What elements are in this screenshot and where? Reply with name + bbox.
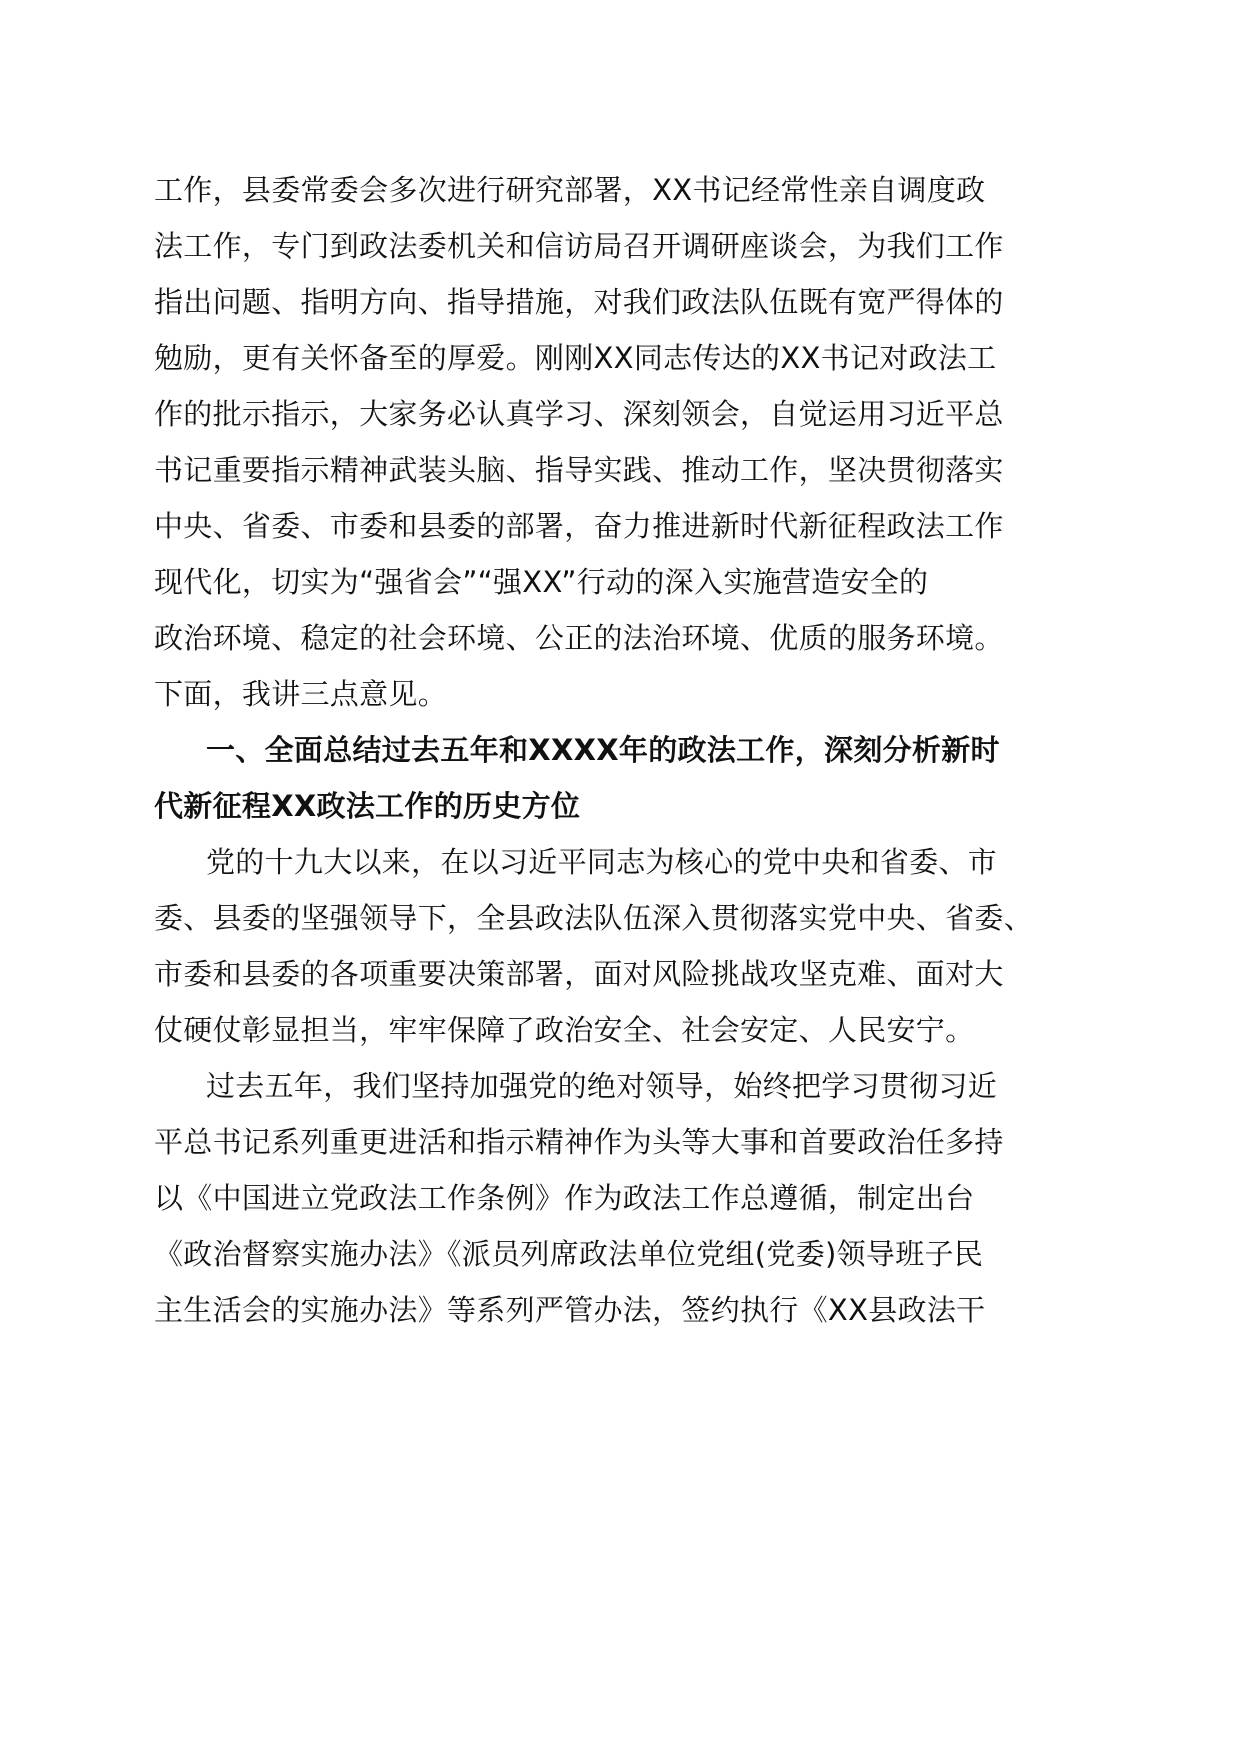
section-heading-line: 一、全面总结过去五年和XXXX年的政法工作，深刻分析新时 — [206, 733, 1000, 767]
text-line: 《政治督察实施办法》《派员列席政法单位党组(党委)领导班子民 — [154, 1237, 984, 1271]
text-line: 平总书记系列重更进活和指示精神作为头等大事和首要政治任多持 — [154, 1125, 1004, 1159]
text-line: 市委和县委的各项重要决策部署，面对风险挑战攻坚克难、面对大 — [154, 957, 1004, 991]
text-line: 现代化，切实为“强省会”“强XX”行动的深入实施营造安全的 — [154, 565, 929, 599]
text-line: 下面，我讲三点意见。 — [154, 677, 448, 711]
text-line: 政治环境、稳定的社会环境、公正的法治环境、优质的服务环境。 — [154, 621, 1004, 655]
paragraph-first-line: 过去五年，我们坚持加强党的绝对领导，始终把学习贯彻习近 — [206, 1069, 998, 1103]
section-heading-line: 代新征程XX政法工作的历史方位 — [154, 789, 581, 823]
paragraph-first-line: 党的十九大以来，在以习近平同志为核心的党中央和省委、市 — [206, 845, 998, 879]
text-line: 以《中国进立党政法工作条例》作为政法工作总遵循，制定出台 — [154, 1181, 975, 1215]
text-line: 勉励，更有关怀备至的厚爱。刚刚XX同志传达的XX书记对政法工 — [154, 341, 997, 375]
text-line: 指出问题、指明方向、指导措施，对我们政法队伍既有宽严得体的 — [154, 285, 1004, 319]
text-line: 中央、省委、市委和县委的部署，奋力推进新时代新征程政法工作 — [154, 509, 1004, 543]
text-line: 主生活会的实施办法》等系列严管办法，签约执行《XX县政法干 — [154, 1293, 986, 1327]
text-line: 书记重要指示精神武装头脑、指导实践、推动工作，坚决贯彻落实 — [154, 453, 1004, 487]
text-line: 委、县委的坚强领导下，全县政法队伍深入贯彻落实党中央、省委、 — [154, 901, 1034, 935]
text-line: 工作，县委常委会多次进行研究部署，XX书记经常性亲自调度政 — [154, 173, 986, 207]
text-line: 法工作，专门到政法委机关和信访局召开调研座谈会，为我们工作 — [154, 229, 1004, 263]
text-line: 作的批示指示，大家务必认真学习、深刻领会，自觉运用习近平总 — [154, 397, 1004, 431]
text-line: 仗硬仗彰显担当，牢牢保障了政治安全、社会安定、人民安宁。 — [154, 1013, 975, 1047]
